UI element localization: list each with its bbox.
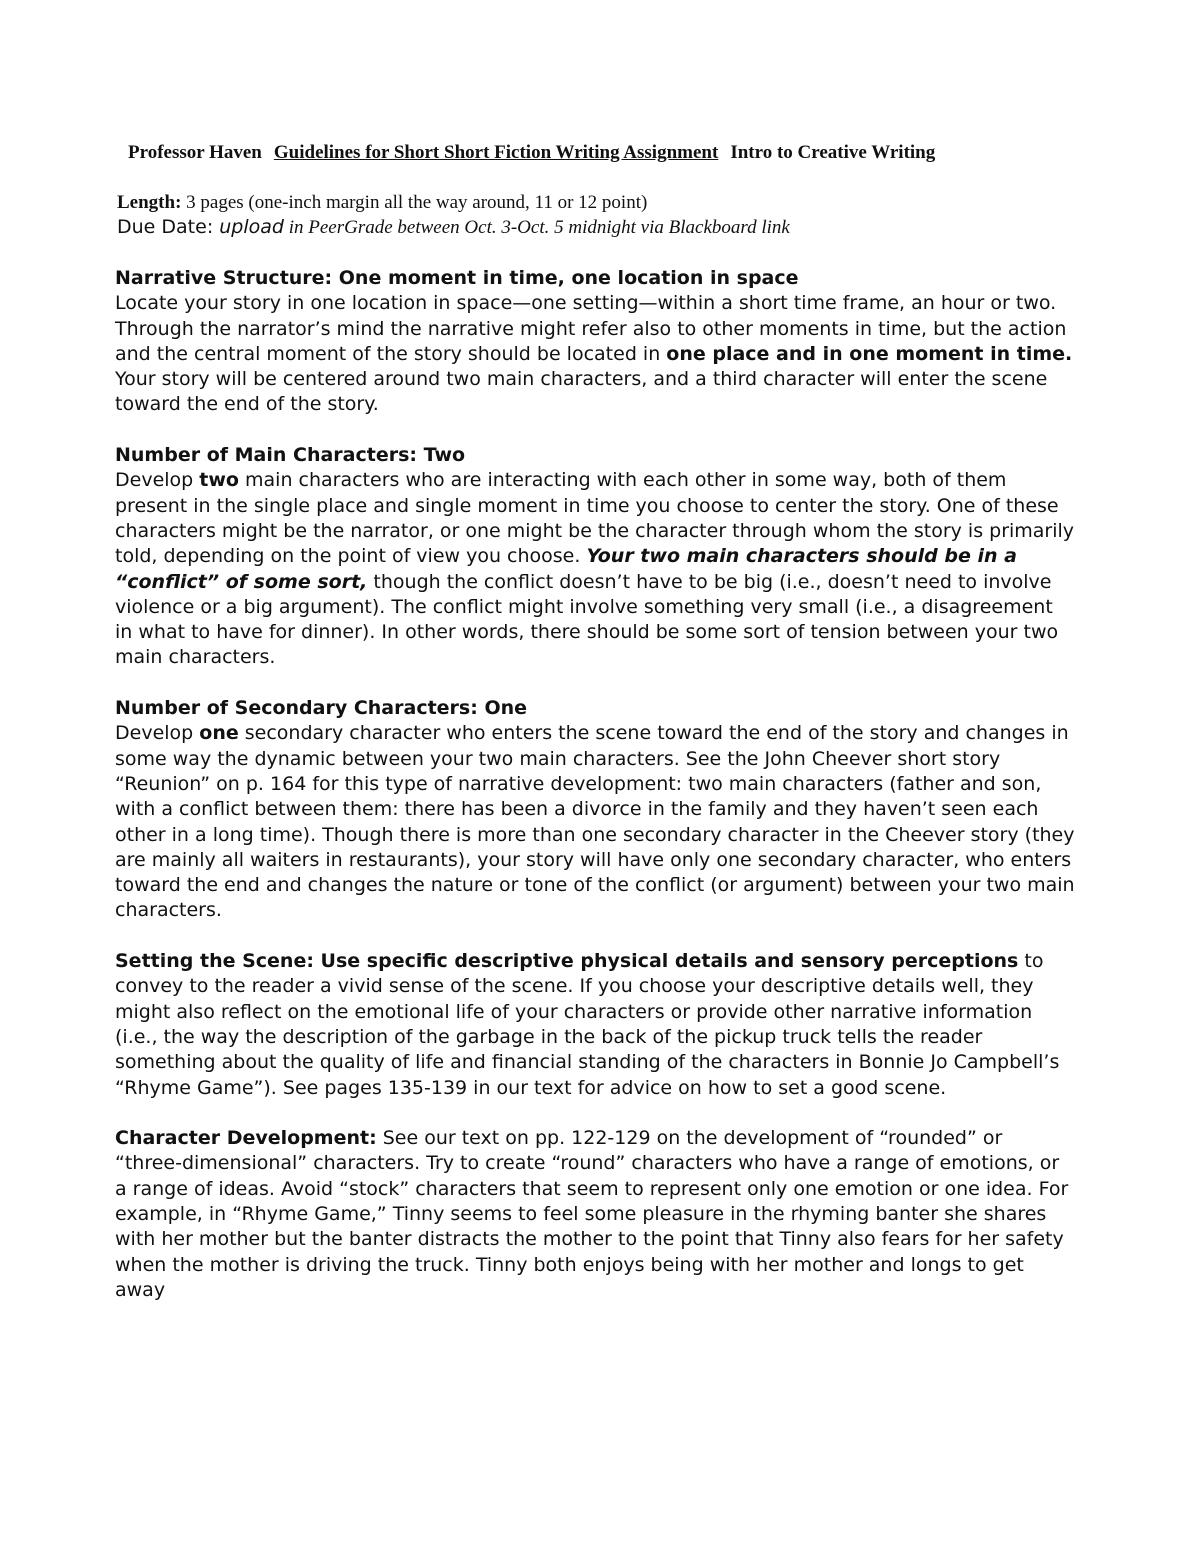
section-narrative-structure (115, 266, 1075, 418)
due-date-value-details: in PeerGrade between Oct. 3-Oct. 5 midnight via Blackboard link (283, 217, 790, 238)
section-character-development (115, 1126, 1075, 1303)
paragraph-bold: two (199, 469, 239, 492)
section-secondary-characters (115, 696, 1075, 924)
section-heading: Narrative Structure: One moment in time, one location in space (115, 267, 799, 289)
section-paragraph (115, 291, 1075, 417)
due-date-value-upload: upload (213, 216, 284, 238)
paragraph-text: Develop (115, 722, 200, 745)
paragraph-text: Locate your story in one location in space—one setting—within a short time frame, an hour or two. Through the narrator’s mind the narrative might refer also to other moments in time, but the action and the central moment of the story should be located in (115, 292, 1067, 365)
section-heading: Number of Secondary Characters: One (115, 697, 528, 720)
paragraph-text: See our text on pp. 122-129 on the development of “rounded” or “three-dimensional” characters. Try to create “round” characters who have a range of emotions, or a range of ideas. Avoid “stock” characters that seem to represent only one emotion or one idea. For example, in “Rhyme Game,” Tinny seems to feel some pleasure in the rhyming banter she shares with her mother but the banter distracts the mother to the point that Tinny also fears for her safety when the mother is driving the truck. Tinny both enjoys being with her mother and longs to get away (115, 1127, 1069, 1301)
length-value: 3 pages (one-inch margin all the way around, 11 or 12 point) (181, 192, 648, 213)
document-header (128, 142, 1088, 164)
section-main-characters (115, 443, 1075, 671)
document-body (115, 266, 1075, 1328)
paragraph-bold-italic: Your two main characters should be in a “conflict” of some sort, (115, 545, 1017, 593)
section-heading: Setting the Scene: Use specific descriptive physical details and sensory perceptions (115, 950, 1019, 973)
paragraph-text: though the conflict doesn’t have to be big (i.e., doesn’t need to involve violence or a big argument). The conflict might involve something very small (i.e., a disagreement in what to have for dinner). In other words, there should be some sort of tension between your two main characters. (115, 570, 1059, 669)
due-date-label: Due Date: (117, 216, 214, 238)
paragraph-bold: one place and in one moment in time. (666, 342, 1073, 365)
section-paragraph (115, 468, 1075, 670)
header-title: Guidelines for Short Short Fiction Writing Assignment (273, 142, 719, 163)
paragraph-text: Your story will be centered around two main characters, and a third character will enter the scene toward the end of the story. (115, 368, 1048, 416)
length-label: Length: (117, 192, 182, 213)
section-setting-the-scene (115, 949, 1075, 1101)
paragraph-bold: one (199, 722, 239, 745)
length-line (117, 192, 1077, 214)
section-paragraph (115, 949, 1075, 1101)
section-paragraph (115, 1126, 1075, 1303)
paragraph-text: to convey to the reader a vivid sense of the scene. If you choose your descriptive details well, they might also reflect on the emotional life of your characters or provide other narrative information (i.e., the way the description of the garbage in the back of the pickup truck tells the reader something about the quality of life and financial standing of the characters in Bonnie Jo Campbell’s “Rhyme Game”). See pages 135-139 in our text for advice on how to set a good scene. (115, 950, 1060, 1099)
due-date-line (117, 216, 1077, 239)
paragraph-text: secondary character who enters the scene toward the end of the story and changes in some way the dynamic between your two main characters. See the John Cheever short story “Reunion” on p. 164 for this type of narrative development: two main characters (father and son, with a conflict between them: there has been a divorce in the family and they haven’t seen each other in a long time). Though there is more than one secondary character in the Cheever story (they are mainly all waiters in restaurants), your story will have only one secondary character, who enters toward the end and changes the nature or tone of the conflict (or argument) between your two main characters. (115, 722, 1075, 922)
header-course: Intro to Creative Writing (730, 142, 936, 163)
section-paragraph (115, 721, 1075, 923)
header-professor: Professor Haven (128, 142, 262, 163)
section-heading: Character Development: (115, 1127, 377, 1150)
section-heading: Number of Main Characters: Two (115, 444, 466, 467)
paragraph-text: main characters who are interacting with each other in some way, both of them present in the single place and single moment in time you choose to center the story. One of these characters might be the narrator, or one might be the character through whom the story is primarily told, depending on the point of view you choose. (115, 469, 1075, 568)
paragraph-text: Develop (115, 469, 200, 492)
